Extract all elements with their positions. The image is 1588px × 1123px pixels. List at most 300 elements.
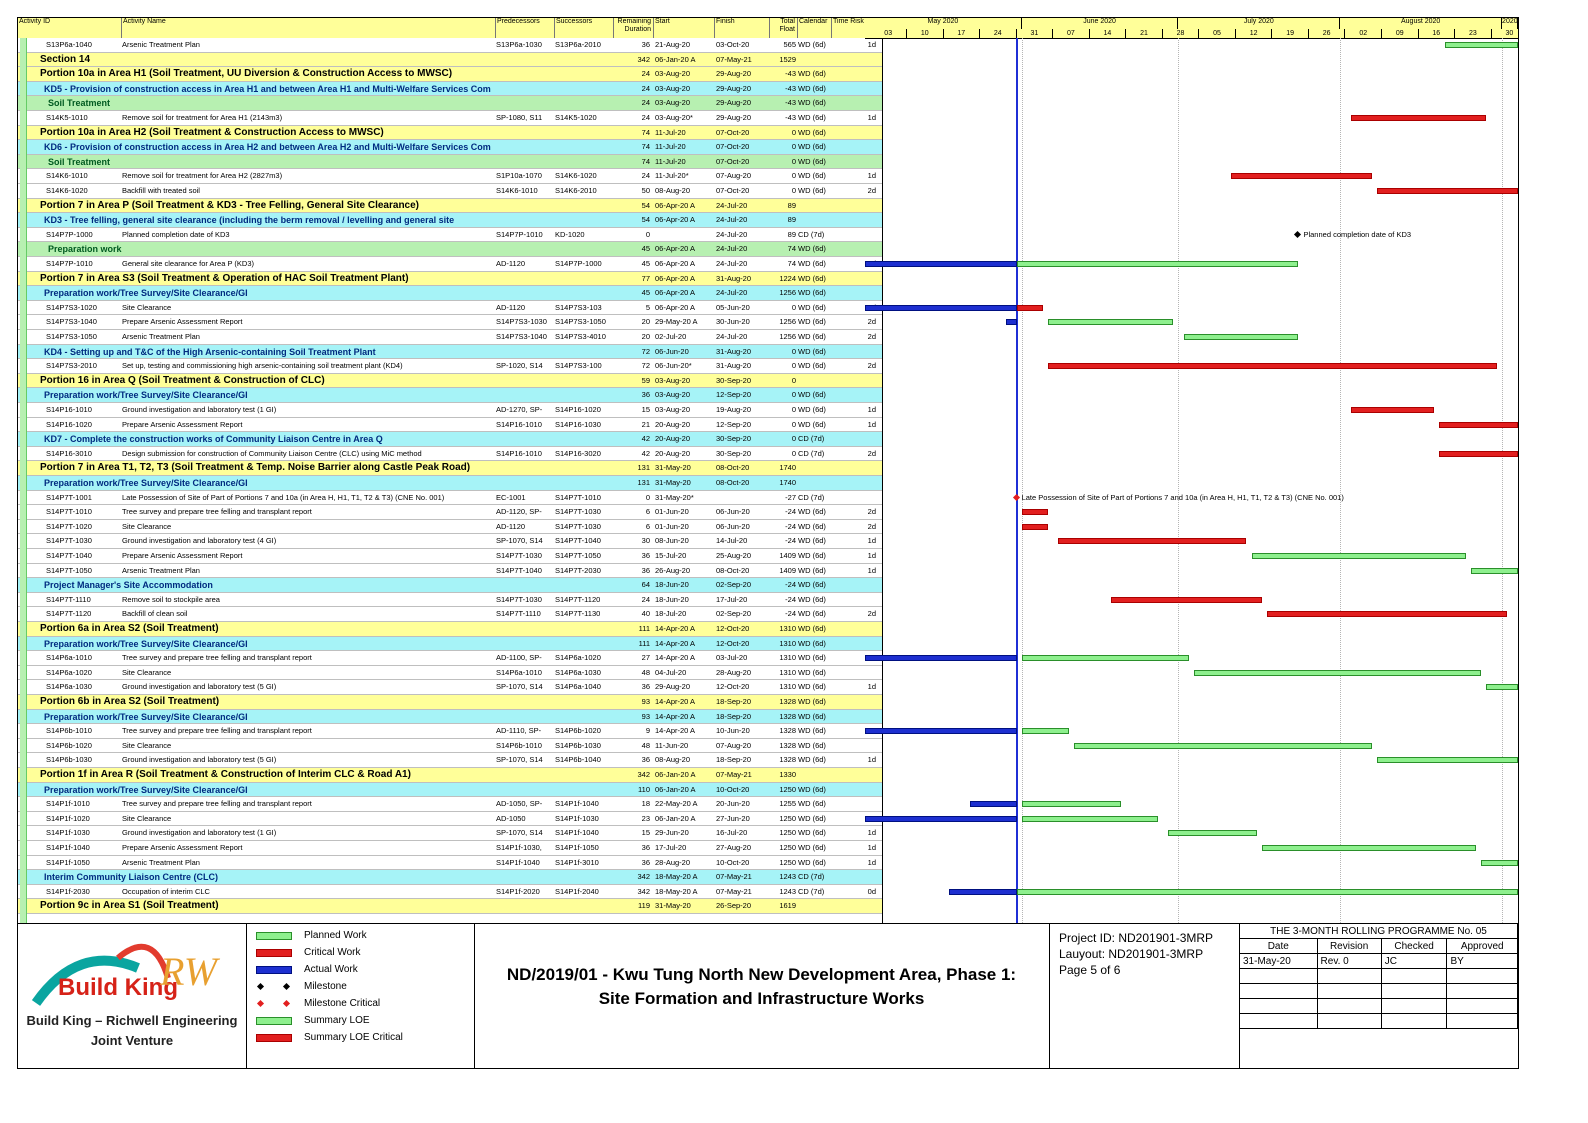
- col-predecessors[interactable]: Predecessors: [496, 18, 555, 38]
- cell-start: 06-Jun-20: [655, 346, 689, 356]
- cell-cal: [798, 199, 832, 213]
- critical-bar[interactable]: [1017, 305, 1043, 311]
- cell-succ: S14P6b-1030: [555, 740, 601, 750]
- cell-dur: 111: [638, 624, 650, 633]
- cell-name: Prepare Arsenic Assessment Report: [122, 551, 243, 560]
- col-activity-name[interactable]: Activity Name: [122, 18, 496, 38]
- cell-dur: 50: [641, 186, 650, 195]
- cell-succ: S14P6b-1040: [555, 755, 601, 765]
- critical-bar[interactable]: [1231, 173, 1372, 179]
- cell-cal: WD (6d): [798, 638, 826, 648]
- cell-cal: WD (6d): [798, 740, 826, 750]
- cell-dur: 24: [641, 171, 650, 181]
- cell-name: Prepare Arsenic Assessment Report: [122, 317, 243, 327]
- critical-bar[interactable]: [1377, 188, 1518, 194]
- cell-dur: 131: [637, 478, 650, 487]
- cell-dur: 27: [641, 653, 650, 663]
- col-time-risk[interactable]: Time Risk: [832, 18, 882, 38]
- cell-id: S14K6-1010: [46, 171, 88, 181]
- activity-row[interactable]: [18, 534, 882, 549]
- cell-cal: WD (6d): [798, 711, 826, 721]
- cell-cal: WD (6d): [798, 346, 826, 356]
- cell-name: Ground investigation and laboratory test (5 GI): [122, 755, 277, 765]
- wbs-row[interactable]: [18, 286, 882, 301]
- activity-row[interactable]: [18, 257, 882, 272]
- timeline-week: 24: [980, 29, 1017, 38]
- cell-id: S14P7T-1030: [46, 536, 92, 546]
- legend-swatch: [256, 1017, 292, 1025]
- milestone-icon[interactable]: [1294, 231, 1301, 238]
- timeline-week: 21: [1126, 29, 1163, 38]
- wbs-title: Portion 7 in Area S3 (Soil Treatment & Operation of HAC Soil Treatment Plant): [40, 272, 409, 284]
- cell-float: -24: [785, 507, 796, 517]
- activity-row[interactable]: [18, 797, 882, 812]
- cell-dur: 77: [641, 273, 650, 283]
- planned-bar[interactable]: [1486, 684, 1518, 690]
- cell-pred: S1P10a-1070: [496, 171, 542, 181]
- actual-bar[interactable]: [949, 889, 1017, 895]
- revision-cell: [1317, 1014, 1381, 1029]
- cell-risk: 1d: [867, 40, 876, 49]
- revision-cell: 31-May-20: [1240, 954, 1318, 969]
- planned-bar[interactable]: [1168, 830, 1257, 836]
- cell-float: 1310: [779, 667, 796, 677]
- cell-cal: [798, 53, 832, 67]
- wbs-row[interactable]: [18, 578, 882, 593]
- critical-bar[interactable]: [1439, 422, 1518, 428]
- actual-bar[interactable]: [1006, 319, 1016, 325]
- timeline-week: 09: [1382, 29, 1419, 38]
- col-start[interactable]: Start: [654, 18, 715, 38]
- wbs-row[interactable]: [18, 82, 882, 97]
- cell-start: 18-May-20 A: [655, 872, 698, 882]
- project-title-panel: [474, 923, 1050, 1068]
- cell-dur: 54: [641, 200, 650, 210]
- planned-bar[interactable]: [1022, 655, 1189, 661]
- cell-finish: 07-May-21: [716, 872, 752, 882]
- cell-id: S14P6a-1030: [46, 682, 92, 692]
- cell-start: 11-Jul-20*: [655, 171, 689, 181]
- wbs-row[interactable]: [18, 155, 882, 170]
- critical-bar[interactable]: [1267, 611, 1507, 617]
- wbs-row[interactable]: [18, 461, 882, 476]
- cell-risk: 2d: [867, 317, 876, 327]
- cell-cal: [798, 899, 832, 913]
- cell-cal: WD (6d): [798, 405, 826, 414]
- activity-row[interactable]: [18, 826, 882, 841]
- wbs-row[interactable]: [18, 374, 882, 389]
- activity-row[interactable]: [18, 184, 882, 199]
- planned-bar[interactable]: [1445, 42, 1518, 48]
- cell-finish: 17-Jul-20: [716, 594, 748, 604]
- col-remaining-duration[interactable]: Remaining Duration: [614, 18, 654, 38]
- cell-name: Late Possession of Site of Part of Portions 7 and 10a (in Area H, H1, T1, T2 & T3) (CNE No. 001): [122, 492, 445, 502]
- cell-float: 1619: [779, 901, 796, 911]
- planned-bar[interactable]: [1017, 261, 1299, 267]
- cell-dur: 111: [638, 638, 650, 648]
- wbs-row[interactable]: [18, 622, 882, 637]
- activity-row[interactable]: [18, 403, 882, 418]
- cell-dur: 342: [637, 886, 650, 896]
- activity-row[interactable]: [18, 841, 882, 856]
- legend-swatch: [256, 949, 292, 957]
- activity-row[interactable]: [18, 607, 882, 622]
- planned-bar[interactable]: [1048, 319, 1173, 325]
- wbs-row[interactable]: [18, 388, 882, 403]
- cell-succ: S14K6-1020: [555, 171, 597, 181]
- cell-dur: 5: [645, 302, 650, 312]
- cell-dur: 54: [641, 215, 650, 225]
- cell-succ: S13P6a-2010: [555, 40, 601, 49]
- critical-bar[interactable]: [1111, 597, 1262, 603]
- cell-finish: 18-Sep-20: [716, 711, 752, 721]
- col-calendar[interactable]: Calendar: [798, 18, 832, 38]
- cell-succ: S14P1f-1050: [555, 843, 599, 852]
- cell-start: 31-May-20: [655, 463, 691, 473]
- activity-row[interactable]: [18, 447, 882, 462]
- schedule-sheet: [17, 17, 1519, 1069]
- cell-dur: 110: [638, 784, 650, 794]
- cell-float: 1740: [779, 478, 796, 487]
- cell-finish: 03-Jul-20: [716, 653, 748, 663]
- cell-cal: CD (7d): [798, 492, 825, 502]
- activity-row[interactable]: [18, 418, 882, 433]
- project-layout: Lauyout: ND201901-3MRP: [1059, 947, 1204, 961]
- activity-row[interactable]: [18, 38, 882, 53]
- activity-row[interactable]: [18, 593, 882, 608]
- cell-float: -24: [785, 521, 796, 531]
- cell-name: Design submission for construction of Community Liaison Centre (CLC) using MiC method: [122, 448, 422, 458]
- revision-cell: [1381, 969, 1447, 984]
- cell-start: 03-Aug-20: [655, 390, 691, 400]
- cell-cal: WD (6d): [798, 302, 826, 312]
- cell-pred: S14P7S3-1040: [496, 332, 547, 341]
- cell-finish: 18-Sep-20: [716, 755, 752, 765]
- cell-finish: 08-Oct-20: [716, 463, 750, 473]
- planned-bar[interactable]: [1022, 728, 1069, 734]
- cell-succ: S14P6b-1020: [555, 726, 601, 736]
- legend-label: Milestone Critical: [304, 998, 381, 1009]
- activity-row[interactable]: [18, 680, 882, 695]
- cell-float: -24: [785, 580, 796, 590]
- cell-dur: 74: [641, 142, 650, 152]
- cell-cal: WD (6d): [798, 127, 826, 137]
- planned-bar[interactable]: [1017, 889, 1518, 895]
- cell-float: -43: [785, 83, 796, 93]
- cell-float: 0: [791, 302, 796, 312]
- cell-succ: S14P1f-1040: [555, 799, 599, 809]
- col-total-float[interactable]: Total Float: [770, 18, 798, 38]
- cell-start: 14-Apr-20 A: [655, 624, 696, 633]
- activity-row[interactable]: [18, 330, 882, 345]
- activity-row[interactable]: [18, 549, 882, 564]
- cell-dur: 24: [641, 69, 650, 79]
- milestone-icon: [256, 980, 292, 994]
- cell-name: Site Clearance: [122, 667, 172, 677]
- cell-pred: S14P6b-1010: [496, 740, 542, 750]
- cell-finish: 27-Aug-20: [716, 843, 752, 852]
- cell-cal: WD (6d): [798, 857, 826, 867]
- cell-succ: S14P6a-1030: [555, 667, 601, 677]
- cell-float: -43: [785, 69, 796, 79]
- cell-start: 21-Aug-20: [655, 40, 691, 49]
- revision-table: [1239, 923, 1518, 1029]
- cell-succ: S14P1f-3010: [555, 857, 599, 867]
- cell-pred: S13P6a-1030: [496, 40, 542, 49]
- timeline-month: 2020: [1502, 18, 1518, 29]
- activity-row[interactable]: [18, 739, 882, 754]
- cell-pred: S14P7T-1110: [496, 609, 541, 619]
- wbs-row[interactable]: [18, 345, 882, 360]
- cell-float: 89: [787, 200, 796, 210]
- wbs-row[interactable]: [18, 637, 882, 652]
- planned-bar[interactable]: [1377, 757, 1518, 763]
- planned-bar[interactable]: [1022, 801, 1121, 807]
- revision-row: [1240, 969, 1518, 984]
- wbs-title: Portion 9c in Area S1 (Soil Treatment): [40, 900, 219, 912]
- cell-cal: WD (6d): [798, 580, 826, 590]
- wbs-row[interactable]: [18, 783, 882, 798]
- cell-float: -24: [785, 594, 796, 604]
- wbs-row[interactable]: [18, 126, 882, 141]
- revision-cell: [1240, 984, 1318, 999]
- wbs-row[interactable]: [18, 272, 882, 287]
- cell-float: 0: [791, 405, 796, 414]
- cell-cal: WD (6d): [798, 98, 826, 108]
- cell-succ: S14P6a-1040: [555, 682, 601, 692]
- cell-risk: 0d: [867, 886, 876, 896]
- critical-bar[interactable]: [1439, 451, 1518, 457]
- col-finish[interactable]: Finish: [715, 18, 770, 38]
- actual-bar[interactable]: [865, 305, 1017, 311]
- cell-finish: 07-May-21: [716, 886, 752, 896]
- actual-bar[interactable]: [865, 261, 1017, 267]
- cell-float: 1328: [779, 740, 796, 750]
- wbs-row[interactable]: [18, 710, 882, 725]
- wbs-row[interactable]: [18, 96, 882, 111]
- legend-label: Planned Work: [304, 930, 367, 941]
- milestone-critical-icon[interactable]: [1013, 494, 1020, 501]
- wbs-row[interactable]: [18, 213, 882, 228]
- wbs-row[interactable]: [18, 899, 882, 914]
- cell-id: S14P7S3-1050: [46, 332, 97, 341]
- revision-cell: JC: [1381, 954, 1447, 969]
- critical-bar[interactable]: [1351, 115, 1487, 121]
- wbs-indent-bar: [20, 38, 27, 923]
- planned-bar[interactable]: [1471, 568, 1518, 574]
- activity-row[interactable]: [18, 812, 882, 827]
- cell-cal: WD (6d): [798, 419, 826, 429]
- cell-float: 0: [791, 361, 796, 371]
- cell-float: 1250: [779, 828, 796, 838]
- cell-pred: AD-1050, SP-: [496, 799, 543, 809]
- planned-bar[interactable]: [1252, 553, 1466, 559]
- activity-row[interactable]: [18, 505, 882, 520]
- cell-risk: 2d: [867, 361, 876, 371]
- cell-finish: 06-Jun-20: [716, 507, 750, 517]
- cell-start: 06-Jan-20 A: [655, 784, 696, 794]
- planned-bar[interactable]: [1074, 743, 1372, 749]
- cell-finish: 31-Aug-20: [716, 361, 752, 371]
- activity-row[interactable]: [18, 315, 882, 330]
- wbs-row[interactable]: [18, 67, 882, 82]
- activity-row[interactable]: [18, 359, 882, 374]
- cell-start: 04-Jul-20: [655, 667, 687, 677]
- cell-float: 1224: [779, 273, 796, 283]
- wbs-row[interactable]: [18, 695, 882, 710]
- project-title-line1: ND/2019/01 - Kwu Tung North New Development Area, Phase 1:: [506, 965, 1017, 984]
- critical-bar[interactable]: [1058, 538, 1246, 544]
- wbs-row[interactable]: [18, 53, 882, 68]
- critical-bar[interactable]: [1048, 363, 1497, 369]
- cell-succ: S14P7T-1050: [555, 551, 601, 560]
- cell-succ: S14K6-2010: [555, 186, 597, 195]
- cell-succ: S14P6a-1020: [555, 653, 601, 663]
- cell-start: 20-Aug-20: [655, 448, 691, 458]
- cell-name: Ground investigation and laboratory test (1 GI): [122, 405, 277, 414]
- cell-succ: S14P7T-1030: [555, 521, 601, 531]
- cell-id: S14P7S3-1040: [46, 317, 97, 327]
- wbs-title: KD5 - Provision of construction access in Area H1 and between Area H1 and Multi-Welfare Services Com: [44, 83, 491, 94]
- actual-bar[interactable]: [865, 655, 1017, 661]
- cell-pred: AD-1270, SP-: [496, 405, 543, 414]
- cell-float: 1255: [779, 799, 796, 809]
- cell-pred: AD-1100, SP-: [496, 653, 542, 663]
- cell-cal: WD (6d): [798, 361, 826, 371]
- timeline-week: 23: [1455, 29, 1492, 38]
- cell-dur: 74: [641, 127, 650, 137]
- activity-row[interactable]: [18, 753, 882, 768]
- cell-pred: SP-1070, S14: [496, 828, 543, 838]
- activity-row[interactable]: [18, 169, 882, 184]
- cell-start: 08-Aug-20: [655, 186, 691, 195]
- cell-float: 89: [787, 215, 796, 225]
- revision-cell: [1447, 969, 1518, 984]
- cell-id: S14P1f-1050: [46, 857, 90, 867]
- wbs-row[interactable]: [18, 140, 882, 155]
- project-title-line2: Site Formation and Infrastructure Works: [598, 989, 925, 1008]
- cell-start: 28-Aug-20: [655, 857, 691, 867]
- cell-id: S14P1f-1020: [46, 813, 90, 823]
- cell-finish: 03-Oct-20: [716, 40, 750, 49]
- activity-row[interactable]: [18, 564, 882, 579]
- planned-bar[interactable]: [1481, 860, 1518, 866]
- wbs-row[interactable]: [18, 199, 882, 214]
- activity-row[interactable]: [18, 301, 882, 316]
- cell-float: 1310: [779, 653, 796, 663]
- cell-finish: 12-Sep-20: [716, 419, 752, 429]
- timeline-month: August 2020: [1340, 18, 1502, 29]
- activity-row[interactable]: [18, 111, 882, 126]
- cell-start: 06-Apr-20 A: [655, 259, 696, 268]
- cell-pred: AD-1120: [496, 521, 526, 531]
- cell-risk: 2d: [867, 507, 876, 517]
- critical-bar[interactable]: [1351, 407, 1435, 413]
- cell-id: S14P1f-2030: [46, 886, 90, 896]
- milestone-label: Late Possession of Site of Part of Portions 7 and 10a (in Area H, H1, T1, T2 & T3) (CNE No. 001): [1021, 492, 1344, 502]
- col-successors[interactable]: Successors: [555, 18, 614, 38]
- cell-dur: 45: [641, 259, 650, 268]
- cell-float: 1409: [779, 551, 796, 560]
- wbs-row[interactable]: [18, 476, 882, 491]
- activity-row[interactable]: [18, 520, 882, 535]
- cell-dur: 48: [641, 667, 650, 677]
- cell-cal: CD (7d): [798, 886, 825, 896]
- wbs-row[interactable]: [18, 432, 882, 447]
- activity-row[interactable]: [18, 651, 882, 666]
- revision-cell: [1447, 1014, 1518, 1029]
- col-activity-id[interactable]: Activity ID: [18, 18, 122, 38]
- actual-bar[interactable]: [970, 801, 1017, 807]
- cell-pred: S14P7P-1010: [496, 229, 543, 239]
- wbs-row[interactable]: [18, 242, 882, 257]
- cell-succ: S14P7P-1000: [555, 259, 602, 268]
- cell-float: 1409: [779, 565, 796, 575]
- cell-cal: WD (6d): [798, 682, 826, 692]
- critical-bar[interactable]: [1022, 524, 1048, 530]
- activity-row[interactable]: [18, 666, 882, 681]
- cell-succ: S14P7T-1120: [555, 594, 601, 604]
- cell-pred: S14P7S3-1030: [496, 317, 547, 327]
- cell-finish: 12-Oct-20: [716, 682, 750, 692]
- planned-bar[interactable]: [1262, 845, 1476, 851]
- cell-start: 11-Jul-20: [655, 127, 686, 137]
- timeline-week: 19: [1272, 29, 1309, 38]
- timeline-week: 17: [944, 29, 981, 38]
- cell-pred: S14K6-1010: [496, 186, 538, 195]
- wbs-title: Preparation work/Tree Survey/Site Clearance/GI: [44, 478, 248, 488]
- activity-row[interactable]: [18, 724, 882, 739]
- revision-row: [1240, 954, 1518, 969]
- cell-cal: WD (6d): [798, 667, 826, 677]
- cell-name: Tree survey and prepare tree felling and transplant report: [122, 799, 312, 809]
- cell-pred: S14P1f-2020: [496, 886, 540, 896]
- cell-start: 06-Jun-20*: [655, 361, 692, 371]
- cell-id: S14P7T-1020: [46, 521, 92, 531]
- activity-row[interactable]: [18, 491, 882, 506]
- critical-bar[interactable]: [1022, 509, 1048, 515]
- cell-risk: 1d: [867, 113, 876, 122]
- cell-risk: 1d: [867, 551, 876, 560]
- logo-company: Build King – Richwell Engineering: [26, 1013, 238, 1028]
- wbs-row[interactable]: [18, 870, 882, 885]
- cell-succ: S14P7S3-103: [555, 302, 602, 312]
- cell-cal: WD (6d): [798, 142, 826, 152]
- cell-risk: 1d: [867, 843, 876, 852]
- cell-risk: 2d: [867, 332, 876, 341]
- actual-bar[interactable]: [865, 728, 1017, 734]
- cell-start: 06-Jan-20 A: [655, 770, 696, 779]
- cell-cal: [798, 768, 832, 782]
- actual-bar[interactable]: [865, 816, 1017, 822]
- cell-cal: WD (6d): [798, 813, 826, 823]
- activity-row[interactable]: [18, 885, 882, 900]
- cell-float: 1328: [779, 697, 796, 706]
- planned-bar[interactable]: [1184, 334, 1299, 340]
- cell-cal: WD (6d): [798, 843, 826, 852]
- activity-row[interactable]: [18, 856, 882, 871]
- revision-cell: [1240, 969, 1318, 984]
- wbs-row[interactable]: [18, 768, 882, 783]
- cell-finish: 29-Aug-20: [716, 98, 752, 108]
- planned-bar[interactable]: [1194, 670, 1481, 676]
- cell-pred: S14P16-1010: [496, 419, 542, 429]
- cell-id: S14P6a-1020: [46, 667, 92, 677]
- activity-row[interactable]: [18, 228, 882, 243]
- planned-bar[interactable]: [1022, 816, 1158, 822]
- wbs-title: Portion 1f in Area R (Soil Treatment & Construction of Interim CLC & Road A1): [40, 769, 411, 780]
- timeline-weeks: [865, 29, 1518, 39]
